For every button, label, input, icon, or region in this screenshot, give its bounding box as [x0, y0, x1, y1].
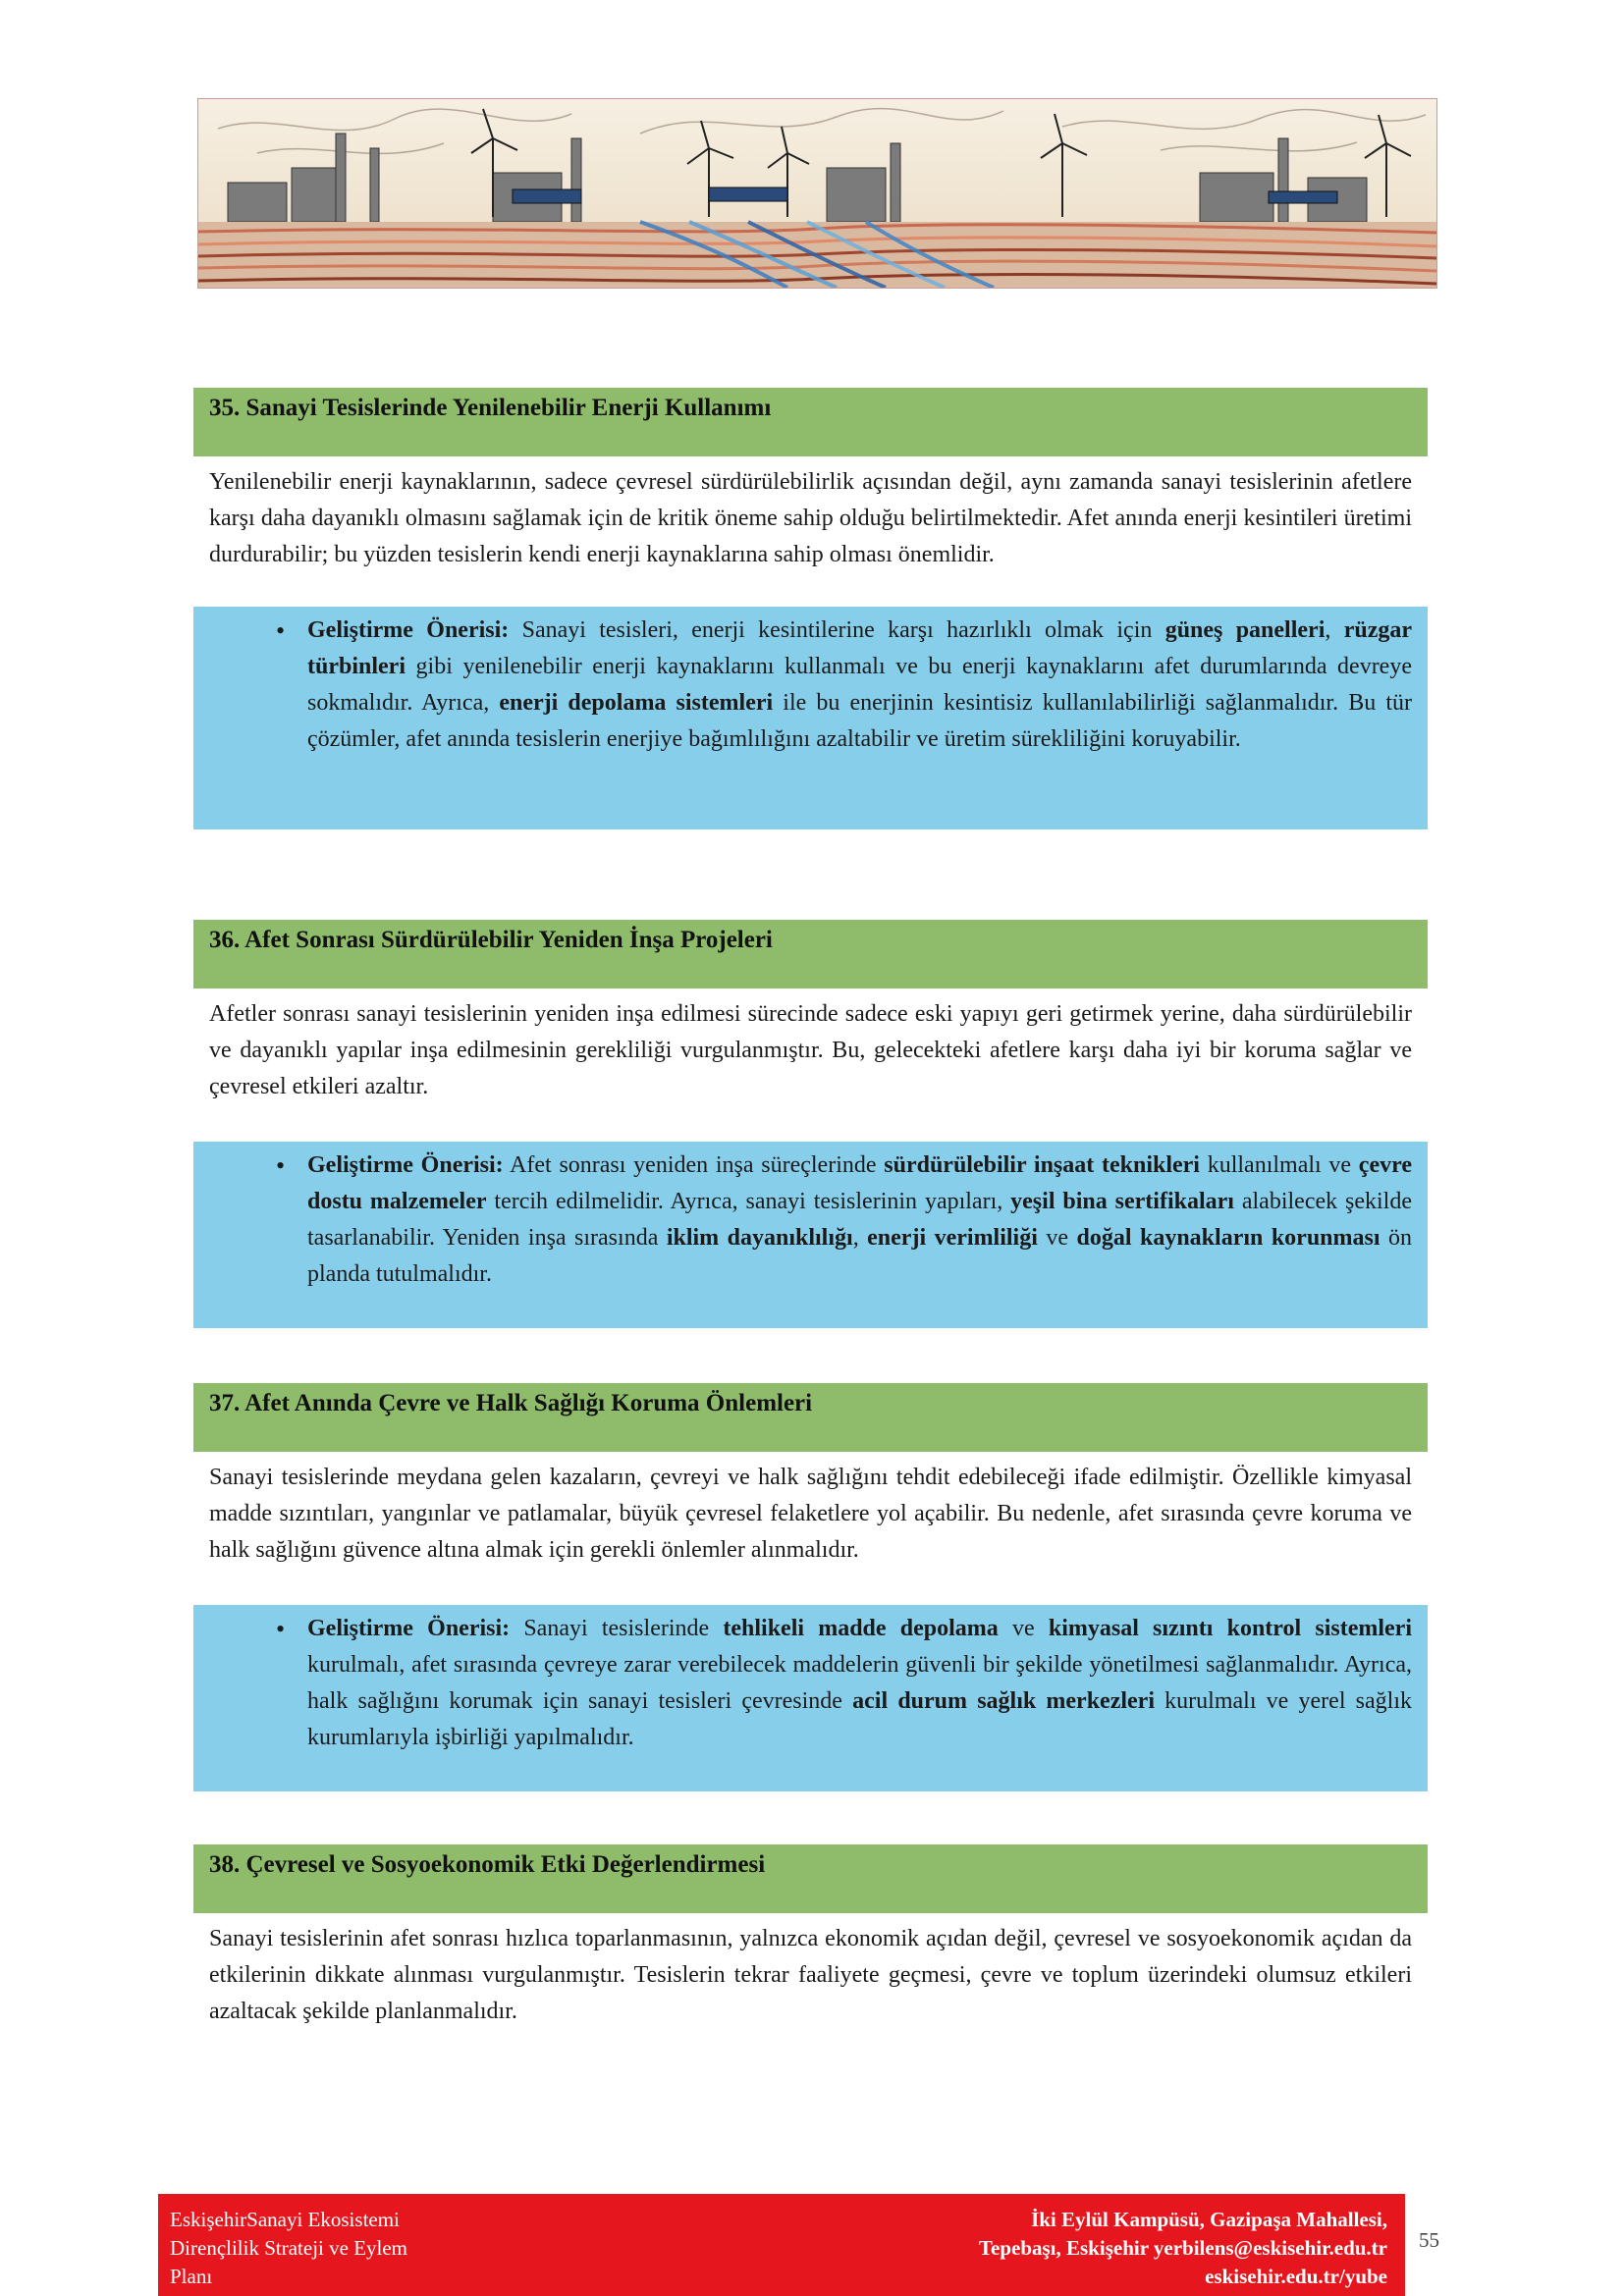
suggestion-text-run: tercih edilmelidir. Ayrıca, sanayi tesislerinin yapıları,: [486, 1189, 1011, 1214]
section-heading: 37. Afet Anında Çevre ve Halk Sağlığı Koruma Önlemleri: [193, 1383, 1428, 1452]
section-heading: 38. Çevresel ve Sosyoekonomik Etki Değerlendirmesi: [193, 1844, 1428, 1913]
emphasized-phrase: çevre dostu malzemeler: [307, 1152, 1412, 1214]
suggestion-text-run: ve: [1037, 1225, 1077, 1251]
emphasized-phrase: iklim dayanıklılığı: [666, 1225, 853, 1251]
suggestion-text-run: Sanayi tesisleri, enerji kesintilerine karşı hazırlıklı olmak için: [509, 617, 1165, 643]
emphasized-phrase: yeşil bina sertifikaları: [1010, 1189, 1234, 1214]
header-banner-illustration: [197, 98, 1437, 289]
footer-contact: [979, 2206, 1387, 2291]
suggestion-text-run: gibi yenilenebilir enerji kaynaklarını kullanmalı ve bu enerji kaynaklarını afet durumlarında devreye sokmalıdır. Ayrıca,: [307, 654, 1412, 716]
page-footer: [158, 2194, 1405, 2296]
development-suggestion-text: [307, 613, 1412, 758]
emphasized-phrase: rüzgar türbinleri: [307, 617, 1412, 679]
section-38: [193, 1844, 1428, 2039]
bullet-marker: •: [276, 616, 286, 645]
bullet-marker: •: [276, 1151, 286, 1180]
emphasized-phrase: sürdürülebilir inşaat teknikleri: [884, 1152, 1200, 1178]
bullet-marker: •: [276, 1615, 286, 1643]
footer-website[interactable]: eskisehir.edu.tr/yube: [1205, 2265, 1387, 2288]
suggestion-text-run: ,: [852, 1225, 868, 1251]
section-heading: 36. Afet Sonrası Sürdürülebilir Yeniden İnşa Projeleri: [193, 920, 1428, 988]
footer-plan-title-line: Dirençlilik Strateji ve Eylem: [170, 2236, 408, 2260]
development-suggestion-box: [193, 1142, 1428, 1328]
emphasized-phrase: acil durum sağlık merkezleri: [852, 1688, 1155, 1714]
emphasized-phrase: doğal kaynakların korunması: [1076, 1225, 1380, 1251]
development-suggestion-text: [307, 1611, 1412, 1756]
emphasized-phrase: güneş panelleri: [1164, 617, 1326, 643]
section-35: [193, 388, 1428, 829]
development-suggestion-box: [193, 1605, 1428, 1791]
emphasized-phrase: Geliştirme Önerisi:: [307, 617, 510, 643]
emphasized-phrase: Geliştirme Önerisi:: [307, 1152, 504, 1178]
section-37: [193, 1383, 1428, 1791]
section-paragraph: Sanayi tesislerinde meydana gelen kazaların, çevreyi ve halk sağlığını tehdit edebileceği ifade edilmiştir. Özellikle kimyasal madde sızıntıları, yangınlar ve patlamalar, büyük çevresel felaketlere yol açabilir. Bu nedenle, afet sırasında çevre koruma ve halk sağlığını güvence altına almak için gerekli önlemler alınmalıdır.: [209, 1465, 1412, 1563]
section-paragraph: Yenilenebilir enerji kaynaklarının, sadece çevresel sürdürülebilirlik açısından değil, aynı zamanda sanayi tesislerinin afetlere karşı daha dayanıklı olmasını sağlamak için de kritik öneme sahip olduğu belirtilmektedir. Afet anında enerji kesintileri üretimi durdurabilir; bu yüzden tesislerin kendi enerji kaynaklarına sahip olması önemlidir.: [209, 469, 1412, 567]
suggestion-text-run: kurulmalı, afet sırasında çevreye zarar verebilecek maddelerin güvenli bir şekilde yönetilmesi sağlanmalıdır. Ayrıca, halk sağlığını korumak için sanayi tesisleri çevresinde: [307, 1652, 1412, 1714]
emphasized-phrase: tehlikeli madde depolama: [723, 1616, 999, 1641]
footer-plan-title: [170, 2206, 407, 2291]
emphasized-phrase: Geliştirme Önerisi:: [307, 1616, 511, 1641]
section-paragraph: Sanayi tesislerinin afet sonrası hızlıca toparlanmasının, yalnızca ekonomik açıdan değil, çevresel ve sosyoekonomik açıdan da etkilerinin dikkate alınması vurgulanmıştır. Tesislerin tekrar faaliyete geçmesi, çevre ve toplum üzerindeki olumsuz etkileri azaltacak şekilde planlanmalıdır.: [209, 1926, 1412, 2024]
suggestion-text-run: ve: [998, 1616, 1049, 1641]
suggestion-text-run: Sanayi tesislerinde: [510, 1616, 724, 1641]
emphasized-phrase: kimyasal sızıntı kontrol sistemleri: [1048, 1616, 1412, 1641]
footer-address-line: İki Eylül Kampüsü, Gazipaşa Mahallesi,: [1031, 2208, 1387, 2231]
development-suggestion-box: [193, 607, 1428, 829]
section-heading: 35. Sanayi Tesislerinde Yenilenebilir Enerji Kullanımı: [193, 388, 1428, 456]
footer-plan-title-line: Planı: [170, 2265, 213, 2288]
page-number: 55: [1419, 2228, 1439, 2252]
footer-plan-title-line: EskişehirSanayi Ekosistemi: [170, 2208, 400, 2231]
development-suggestion-text: [307, 1148, 1412, 1293]
emphasized-phrase: enerji verimliliği: [867, 1225, 1038, 1251]
suggestion-text-run: ön planda tutulmalıdır.: [307, 1225, 1412, 1287]
section-36: [193, 920, 1428, 1328]
suggestion-text-run: kurulmalı ve yerel sağlık kurumlarıyla işbirliği yapılmalıdır.: [307, 1688, 1412, 1750]
emphasized-phrase: enerji depolama sistemleri: [499, 690, 774, 716]
suggestion-text-run: ,: [1325, 617, 1344, 643]
footer-address-line: Tepebaşı, Eskişehir yerbilens@eskisehir.edu.tr: [978, 2236, 1387, 2260]
suggestion-text-run: ile bu enerjinin kesintisiz kullanılabilirliği sağlanmalıdır. Bu tür çözümler, afet anında tesislerin enerjiye bağımlılığını azaltabilir ve üretim sürekliliğini koruyabilir.: [307, 690, 1412, 752]
suggestion-text-run: alabilecek şekilde tasarlanabilir. Yeniden inşa sırasında: [307, 1189, 1413, 1251]
suggestion-text-run: Afet sonrası yeniden inşa süreçlerinde: [503, 1152, 885, 1178]
section-paragraph: Afetler sonrası sanayi tesislerinin yeniden inşa edilmesi sürecinde sadece eski yapıyı geri getirmek yerine, daha sürdürülebilir ve dayanıklı yapılar inşa edilmesinin gerekliliği vurgulanmıştır. Bu, gelecekteki afetlere karşı daha iyi bir koruma sağlar ve çevresel etkileri azaltır.: [209, 1001, 1412, 1099]
suggestion-text-run: kullanılmalı ve: [1199, 1152, 1359, 1178]
